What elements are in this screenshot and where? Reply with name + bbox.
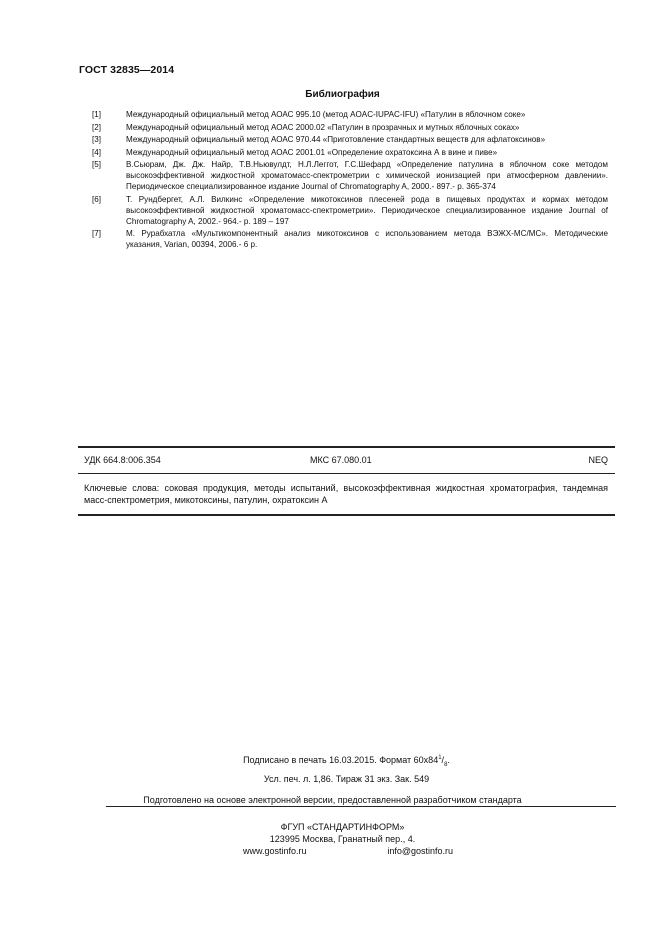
prepared-note: Подготовлено на основе электронной версии, предоставленной разработчиком стандарта bbox=[143, 795, 522, 805]
bibliography-item-number: [7] bbox=[92, 229, 101, 238]
bibliography-item bbox=[90, 228, 608, 250]
imprint-rule bbox=[106, 806, 616, 807]
keywords-bottom-rule bbox=[78, 514, 615, 516]
bibliography-item-text: Международный официальный метод АОАС 2001.01 «Определение охратоксина А в вине и пиве» bbox=[126, 147, 498, 157]
bibliography-title-text: Библиография bbox=[305, 89, 380, 100]
standard-code: ГОСТ 32835—2014 bbox=[79, 64, 175, 76]
classification-top-rule bbox=[78, 446, 615, 448]
signed-text: Подписано в печать 16.03.2015. Формат 60х84 bbox=[243, 755, 439, 765]
bibliography-item-number: [1] bbox=[92, 110, 101, 119]
bibliography-item bbox=[90, 109, 608, 120]
signed-line bbox=[0, 755, 661, 768]
bibliography-item bbox=[90, 122, 608, 133]
bibliography-item-number: [6] bbox=[92, 194, 101, 204]
bibliography-item-number: [3] bbox=[92, 135, 101, 144]
bibliography-title bbox=[0, 89, 661, 100]
bibliography-item-text: Международный официальный метод АОАС 995.10 (метод AOAC-IUPAC-IFU) «Патулин в яблочном соке» bbox=[126, 110, 526, 119]
format-numerator: 1 bbox=[438, 755, 442, 761]
bibliography-item-number: [5] bbox=[92, 160, 101, 169]
website-link[interactable]: www.gostinfo.ru bbox=[243, 846, 307, 856]
classification-middle-rule bbox=[78, 473, 615, 474]
mks-code: МКС 67.080.01 bbox=[310, 455, 372, 465]
udk-code: УДК 664.8:006.354 bbox=[84, 455, 161, 465]
bibliography-item-number: [4] bbox=[92, 147, 101, 157]
print-info: Усл. печ. л. 1,86. Тираж 31 экз. Зак. 549 bbox=[263, 774, 430, 784]
publisher-contacts bbox=[243, 846, 453, 856]
email-link[interactable]: info@gostinfo.ru bbox=[387, 846, 453, 856]
bibliography-list bbox=[90, 109, 608, 252]
bibliography-item bbox=[90, 147, 608, 158]
bibliography-item bbox=[90, 159, 608, 192]
bibliography-item bbox=[90, 134, 608, 145]
classification-row bbox=[84, 455, 608, 465]
bibliography-item-text: Т. Рундбергет, А.Л. Вилкинс «Определение микотоксинов плесеней рода в пищевых продуктах и кормах методом высокоэффективной жидкостной хроматомасс-спектрометрии». Периодическое специализированное издание Journal of Chromatography A, 2002.- 964.- p. 189 – 197 bbox=[126, 194, 608, 226]
publisher-address: 123995 Москва, Гранатный пер., 4. bbox=[269, 834, 416, 844]
format-denominator: 8 bbox=[444, 761, 448, 768]
bibliography-item-number: [2] bbox=[92, 122, 101, 132]
publisher-name: ФГУП «СТАНДАРТИНФОРМ» bbox=[280, 822, 405, 832]
bibliography-item-text: Международный официальный метод АОАС 970.44 «Приготовление стандартных веществ для афлатоксинов» bbox=[126, 135, 546, 144]
bibliography-item bbox=[90, 194, 608, 227]
format-end: . bbox=[447, 755, 450, 765]
bibliography-item-text: М. Рурабхатла «Мультикомпонентный анализ микотоксинов с использованием метода ВЭЖХ-МС/МС». Методические указания, Varian, 00394, 2006.- 6 p. bbox=[126, 229, 608, 249]
keywords: Ключевые слова: соковая продукция, методы испытаний, высокоэффективная жидкостная хроматография, тандемная масс-спектрометрия, микотоксины, патулин, охратоксин А bbox=[84, 483, 608, 505]
bibliography-item-text: В.Сьюрам, Дж. Дж. Найр, Т.В.Ньювулдт, Н.Л.Леггот, Г.С.Шефард «Определение патулина в яблочном соке методом высокоэффективной жидкостной хроматомасс-спектрометрии с химической ионизацией при атмосферном давлении». Периодическое специализированное издание Journal of Chromatography A, 2000.- 897.- p. 365-374 bbox=[126, 160, 608, 191]
format-slash: / bbox=[441, 755, 445, 765]
neq-mark: NEQ bbox=[588, 455, 608, 465]
bibliography-item-text: Международный официальный метод АОАС 2000.02 «Патулин в прозрачных и мутных яблочных соках» bbox=[126, 122, 520, 132]
